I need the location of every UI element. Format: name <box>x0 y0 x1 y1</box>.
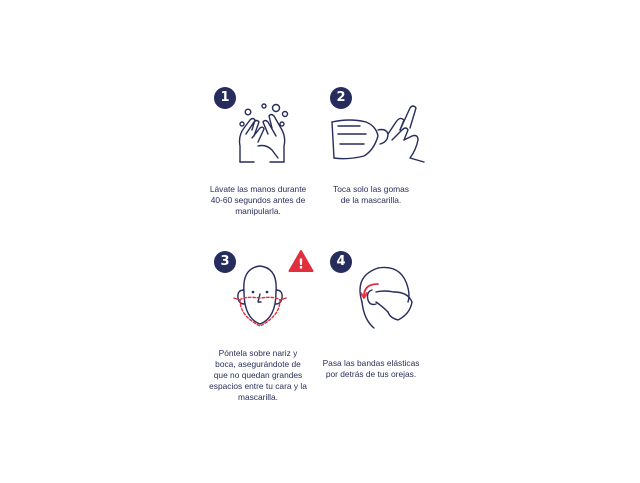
step-number-badge: 1 <box>214 87 236 109</box>
ear-loop-icon <box>350 262 420 332</box>
step-caption: Pasa las bandas elásticas por detrás de tus orejas. <box>322 358 420 379</box>
face-mask-fit-icon <box>230 262 290 332</box>
step-caption: Lávate las manos durante 40-60 segundos antes de manipularla. <box>209 184 307 216</box>
step-number-badge: 4 <box>330 251 352 273</box>
step-caption: Póntela sobre nariz y boca, asegurándote de que no quedan grandes espacios entre tu cara y la mascarilla. <box>209 348 307 402</box>
step-number-badge: 3 <box>214 251 236 273</box>
warning-symbol: ! <box>298 257 304 273</box>
step-caption: Toca solo las gomas de la mascarilla. <box>333 184 409 205</box>
warning-triangle-icon <box>288 249 314 273</box>
step-number-badge: 2 <box>330 87 352 109</box>
hand-washing-icon <box>228 100 298 170</box>
mask-strap-touch-icon <box>330 100 430 164</box>
